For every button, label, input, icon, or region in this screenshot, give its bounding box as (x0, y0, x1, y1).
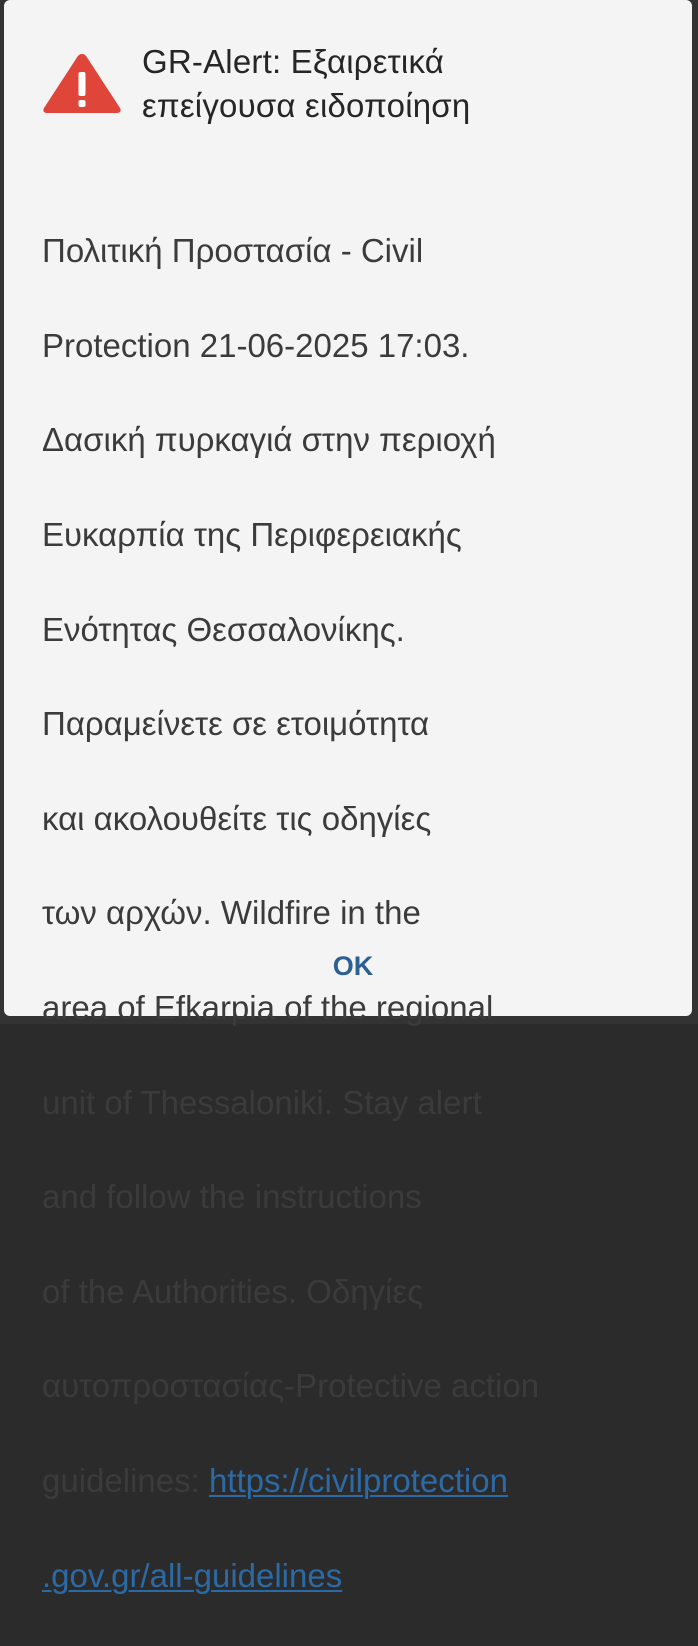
message-line: and follow the instructions (42, 1178, 422, 1216)
guidelines-link-continued[interactable]: .gov.gr/all-guidelines (42, 1556, 343, 1594)
guidelines-label: guidelines: (42, 1462, 209, 1500)
alert-title (142, 40, 662, 128)
alert-message (42, 180, 682, 1646)
message-line: Δασική πυρκαγιά στην περιοχή (42, 421, 496, 459)
message-line: area of Efkarpia of the regional (42, 989, 494, 1027)
message-line: Ενότητας Θεσσαλονίκης. (42, 610, 405, 648)
message-line: αυτοπροστασίας-Protective action (42, 1367, 540, 1405)
alert-dialog (4, 0, 692, 1594)
alert-header (4, 0, 692, 160)
message-line: Παραμείνετε σε ετοιμότητα (42, 705, 430, 743)
alert-title-line-2: επείγουσα ειδοποίηση (142, 87, 471, 124)
message-line: unit of Thessaloniki. Stay alert (42, 1083, 482, 1121)
alert-title-line-1: GR-Alert: Εξαιρετικά (142, 43, 445, 80)
message-line-link (42, 1552, 682, 1599)
warning-triangle-icon (42, 52, 122, 114)
message-line: και ακολουθείτε τις οδηγίες (42, 799, 432, 837)
message-line: of the Authorities. Οδηγίες (42, 1272, 423, 1310)
message-line-guidelines (42, 1457, 682, 1504)
message-line: Πολιτική Προστασία - Civil (42, 232, 424, 270)
ok-button[interactable]: OK (332, 951, 374, 981)
message-line: Ευκαρπία της Περιφερειακής (42, 516, 462, 554)
guidelines-link[interactable]: https://civilprotection (208, 1462, 508, 1500)
message-line: Protection 21-06-2025 17:03. (42, 326, 470, 364)
message-line: των αρχών. Wildfire in the (42, 894, 421, 932)
